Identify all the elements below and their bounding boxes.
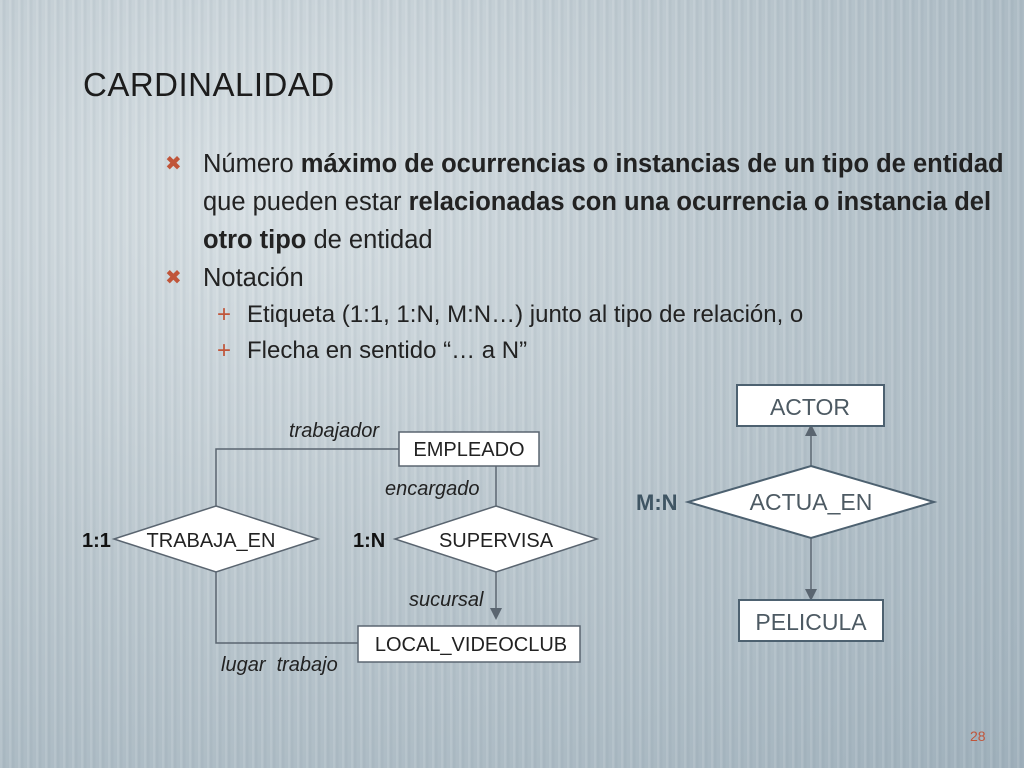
notation-text: Notación: [203, 264, 304, 292]
entity-local-videoclub-label: LOCAL_VIDEOCLUB: [374, 634, 568, 656]
cross-bullet-icon: ✖: [165, 267, 182, 289]
left-er-diagram: [82, 420, 597, 676]
relation-supervisa-label: SUPERVISA: [438, 530, 554, 552]
plus-bullet-icon: +: [217, 337, 232, 364]
entity-actor-label: ACTOR: [769, 394, 851, 420]
connector-lugar-trabajo: [216, 572, 358, 643]
cross-bullet-icon: ✖: [165, 153, 182, 175]
sub-bullet-arrow-text: Flecha en sentido “… a N”: [247, 337, 528, 364]
role-encargado: encargado: [385, 478, 480, 500]
entity-empleado-label: EMPLEADO: [413, 439, 525, 461]
definition-text-4: relacionadas con una ocurrencia o instancia del otro tipo: [203, 188, 992, 254]
page-number: 28: [970, 728, 986, 744]
definition-text-1: Número: [203, 150, 301, 178]
entity-pelicula-label: PELICULA: [755, 609, 867, 635]
cardinality-trabaja-en: 1:1: [82, 530, 111, 552]
role-sucursal: sucursal: [409, 589, 484, 611]
slide-title: CARDINALIDAD: [83, 66, 335, 103]
cardinality-supervisa: 1:N: [353, 530, 386, 552]
definition-text-2: máximo de ocurrencias o instancias de un tipo de entidad: [300, 150, 1004, 178]
cardinality-actua-en: M:N: [636, 490, 678, 515]
sub-bullet-label-text: Etiqueta (1:1, 1:N, M:N…) junto al tipo de relación, o: [247, 301, 804, 328]
definition-text-3: que pueden estar: [203, 188, 409, 216]
connector-trabajador: [216, 449, 399, 506]
role-trabajador: trabajador: [289, 420, 380, 442]
plus-bullet-icon: +: [217, 301, 232, 328]
definition-text-5: de entidad: [306, 226, 433, 254]
right-er-diagram: [636, 385, 934, 641]
relation-actua-en-label: ACTUA_EN: [749, 489, 873, 515]
role-lugar-trabajo: lugar trabajo: [221, 654, 338, 676]
relation-trabaja-en-label: TRABAJA_EN: [146, 530, 276, 552]
